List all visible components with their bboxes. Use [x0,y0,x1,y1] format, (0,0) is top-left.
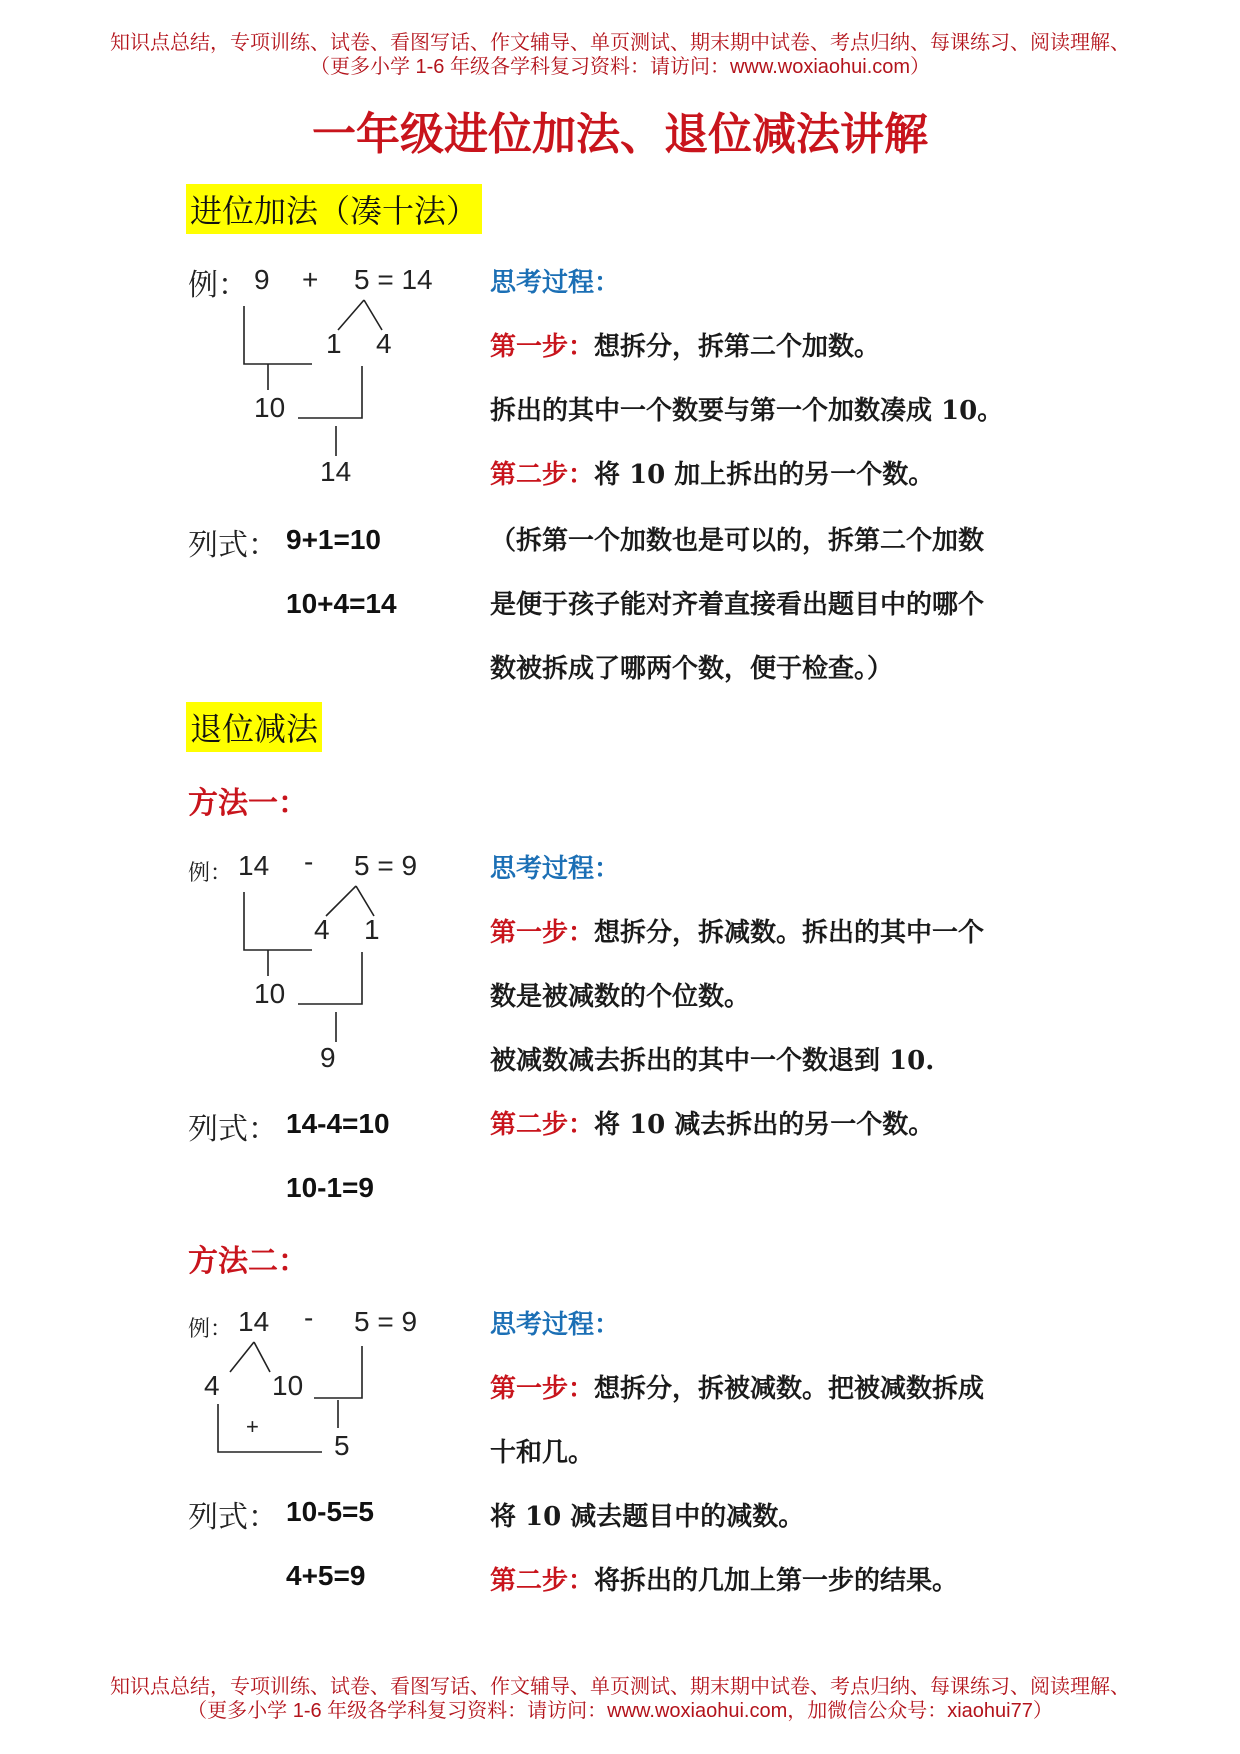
method1-formula-eq1: 14-4=10 [286,1108,390,1139]
addition-step1-text: 想拆分，拆第二个加数。 [594,332,881,362]
addition-result: 14 [320,456,352,487]
method1-formula-eq2: 10-1=9 [286,1172,374,1203]
addition-formula-label: 列式： [188,528,278,563]
method2-partial: 5 [334,1430,350,1461]
method2-split-2: 10 [272,1370,304,1401]
method2-split-1: 4 [204,1370,220,1401]
method2-subtrahend: 5 = 9 [354,1306,418,1337]
method1-split-2: 1 [364,914,380,945]
addition-split-2: 4 [376,328,392,359]
method2-title: 方法二： [188,1244,308,1279]
addition-ten: 10 [254,392,286,423]
method1-step2-text: 将 10 减去拆出的另一个数。 [594,1110,935,1140]
addition-note-3: 数被拆成了哪两个数，便于检查。） [490,654,894,684]
addition-note-2: 是便于孩子能对齐着直接看出题目中的哪个 [490,590,985,620]
method1-ten: 10 [254,978,286,1009]
method2-formula-eq1: 10-5=5 [286,1496,374,1527]
header-line-2: （更多小学 1-6 年级各学科复习资料：请访问：www.woxiaohui.com） [309,56,931,78]
addition-addend-b: 5 = 14 [354,264,433,295]
addition-note-1: （拆第一个加数也是可以的，拆第二个加数 [490,526,985,556]
method2-diagram-lines [218,1342,362,1452]
method2-plus: + [246,1414,259,1439]
addition-diagram-lines [244,300,382,456]
method1-title: 方法一： [188,786,308,821]
addition-step1-label: 第一步： [490,332,595,362]
method1-thinking-title: 思考过程： [490,854,621,884]
method2-step2-label: 第二步： [490,1566,595,1596]
method2-thinking-line3: 将 10 减去题目中的减数。 [490,1502,805,1532]
method2-formula-eq2: 4+5=9 [286,1560,366,1591]
addition-heading: 进位加法（凑十法） [186,184,482,234]
method1-result: 9 [320,1042,336,1073]
method2-step2-text: 将拆出的几加上第一步的结果。 [594,1566,959,1596]
method2-minuend: 14 [238,1306,270,1337]
addition-step2-label: 第二步： [490,460,595,490]
method1-split-1: 4 [314,914,330,945]
method1-operator: - [304,846,314,877]
subtraction-heading: 退位减法 [186,702,322,752]
method2-step1-text: 想拆分，拆被减数。把被减数拆成 [594,1374,985,1404]
method1-thinking-line3: 被减数减去拆出的其中一个数退到 10. [490,1046,935,1076]
footer-line-2: （更多小学 1-6 年级各学科复习资料：请访问：www.woxiaohui.com，加微信公众号：xiaohui77） [187,1700,1053,1722]
method1-minuend: 14 [238,850,270,881]
addition-thinking-line2: 拆出的其中一个数要与第一个加数凑成 10。 [490,396,1004,426]
method2-formula-label: 列式： [188,1500,278,1535]
method2-thinking-line2: 十和几。 [490,1438,595,1468]
addition-addend-a: 9 [254,264,270,295]
method1-step1-label: 第一步： [490,918,595,948]
method1-step2-label: 第二步： [490,1110,595,1140]
method2-thinking-title: 思考过程： [490,1310,621,1340]
method1-step1-text: 想拆分，拆减数。拆出的其中一个 [594,918,985,948]
method1-formula-label: 列式： [188,1112,278,1147]
method1-subtrahend: 5 = 9 [354,850,418,881]
page-title: 一年级进位加法、退位减法讲解 [312,109,928,160]
addition-split-1: 1 [326,328,342,359]
method1-example-label: 例： [188,861,233,886]
method1-thinking-line2: 数是被减数的个位数。 [490,982,751,1012]
addition-step2-text: 将 10 加上拆出的另一个数。 [594,460,935,490]
method2-example-label: 例： [188,1317,233,1342]
method2-step1-label: 第一步： [490,1374,595,1404]
footer-line-1: 知识点总结，专项训练、试卷、看图写话、作文辅导、单页测试、期末期中试卷、考点归纳、每课练习、阅读理解、 [110,1676,1130,1698]
addition-example-label: 例： [188,268,248,303]
addition-formula-eq2: 10+4=14 [286,588,397,619]
header-line-1: 知识点总结，专项训练、试卷、看图写话、作文辅导、单页测试、期末期中试卷、考点归纳、每课练习、阅读理解、 [110,32,1130,54]
addition-thinking-title: 思考过程： [490,268,621,298]
addition-operator: + [302,264,319,295]
addition-formula-eq1: 9+1=10 [286,524,381,555]
method1-diagram-lines [244,886,374,1042]
method2-operator: - [304,1302,314,1333]
